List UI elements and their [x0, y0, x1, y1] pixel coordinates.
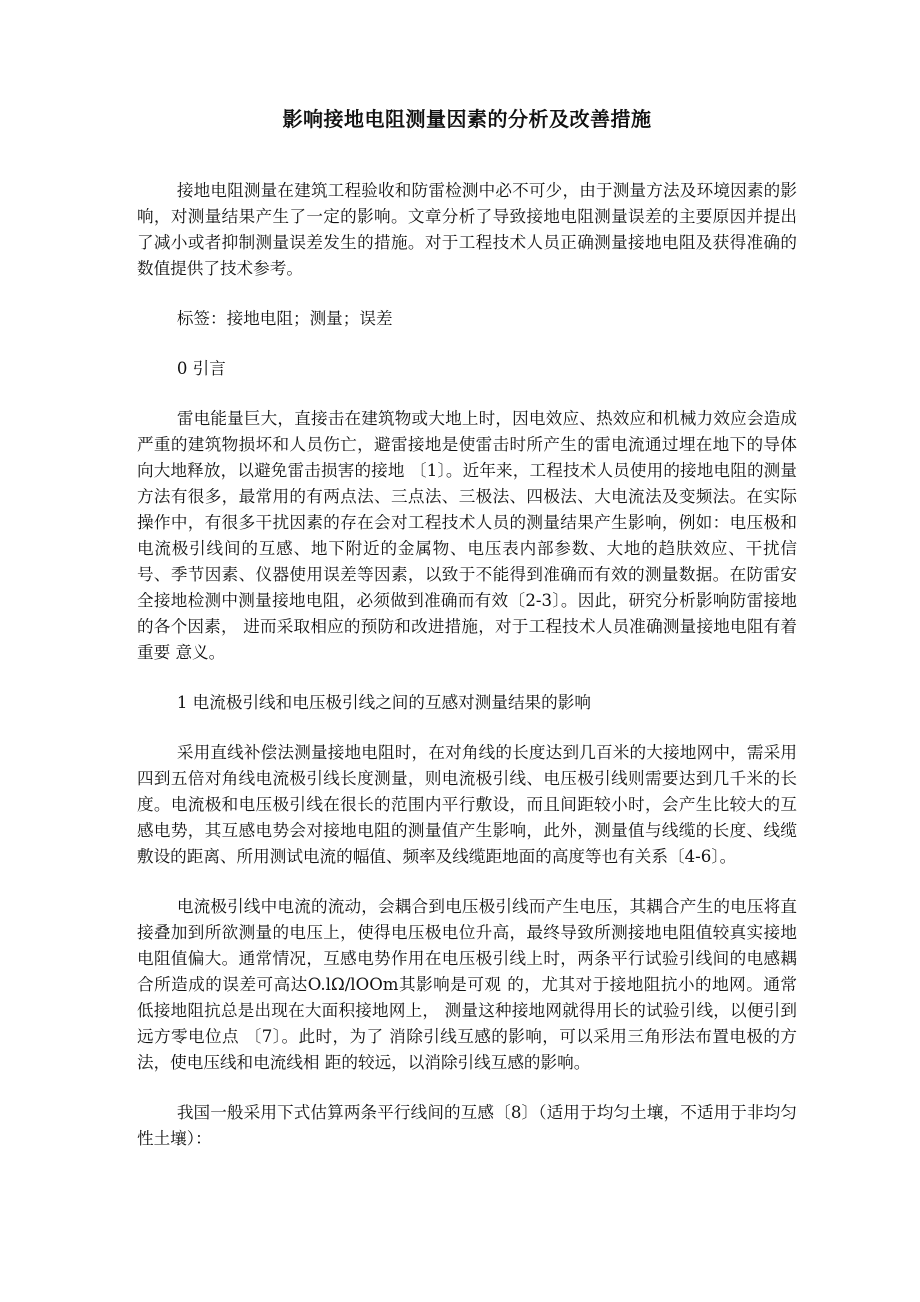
- section-1-paragraph-3: 我国一般采用下式估算两条平行线间的互感〔8〕（适用于均匀土壤，不适用于非均匀性土壤）：: [137, 1103, 797, 1148]
- abstract-paragraph: 接地电阻测量在建筑工程验收和防雷检测中必不可少，由于测量方法及环境因素的影响，对测量结果产生了一定的影响。文章分析了导致接地电阻测量误差的主要原因并提出了减小或者抑制测量误差发生的措施。对于工程技术人员正确测量接地电阻及获得准确的数值提供了技术参考。: [137, 181, 797, 278]
- section-0-heading: 0 引言: [176, 359, 226, 378]
- section-1-paragraph-2: 电流极引线中电流的流动，会耦合到电压极引线而产生电压，其耦合产生的电压将直接叠加到所欲测量的电压上，使得电压极电位升高，最终导致所测接地电阻值较真实接地电阻值偏大。通常情况，互感电势作用在电压极引线上时，两条平行试验引线间的电感耦合所造成的误差可高达O.lΩ/lOOm其影响是可观 的，尤其对于接地阻抗小的地网。通常低接地阻抗总是出现在大面积接地网上， 测量这种接地网就得用长的试验引线，以便引到远方零电位点 〔7〕。此时，为了 消除引线互感的影响，可以采用三角形法布置电极的方法，使电压线和电流线相 距的较远，以消除引线互感的影响。: [137, 897, 797, 1072]
- document-title: 影响接地电阻测量因素的分析及改善措施: [282, 107, 652, 131]
- document-page: [137, 104, 797, 1152]
- keywords-line: 标签：接地电阻；测量；误差: [176, 309, 393, 328]
- section-1-paragraph-1: 采用直线补偿法测量接地电阻时，在对角线的长度达到几百米的大接地网中，需采用四到五倍对角线电流极引线长度测量，则电流极引线、电压极引线则需要达到几千米的长度。电流极和电压极引线在很长的范围内平行敷设，而且间距较小时，会产生比较大的互感电势，其互感电势会对接地电阻的测量值产生影响，此外，测量值与线缆的长度、线缆敷设的距离、所用测试电流的幅值、频率及线缆距地面的高度等也有关系〔4-6〕。: [137, 743, 797, 866]
- section-1-heading: 1 电流极引线和电压极引线之间的互感对测量结果的影响: [176, 693, 591, 712]
- section-0-paragraph-1: 雷电能量巨大，直接击在建筑物或大地上时，因电效应、热效应和机械力效应会造成严重的建筑物损坏和人员伤亡，避雷接地是使雷击时所产生的雷电流通过埋在地下的导体向大地释放，以避免雷击损害的接地 〔1〕。近年来，工程技术人员使用的接地电阻的测量方法有很多，最常用的有两点法、三点法、三极法、四极法、大电流法及变频法。在实际操作中，有很多干扰因素的存在会对工程技术人员的测量结果产生影响，例如：电压极和电流极引线间的互感、地下附近的金属物、电压表内部参数、大地的趋肤效应、干扰信号、季节因素、仪器使用误差等因素，以致于不能得到准确而有效的测量数据。在防雷安全接地检测中测量接地电阻，必须做到准确而有效〔2-3〕。因此，研究分析影响防雷接地的各个因素， 进而采取相应的预防和改进措施，对于工程技术人员准确测量接地电阻有着重要 意义。: [137, 409, 797, 662]
